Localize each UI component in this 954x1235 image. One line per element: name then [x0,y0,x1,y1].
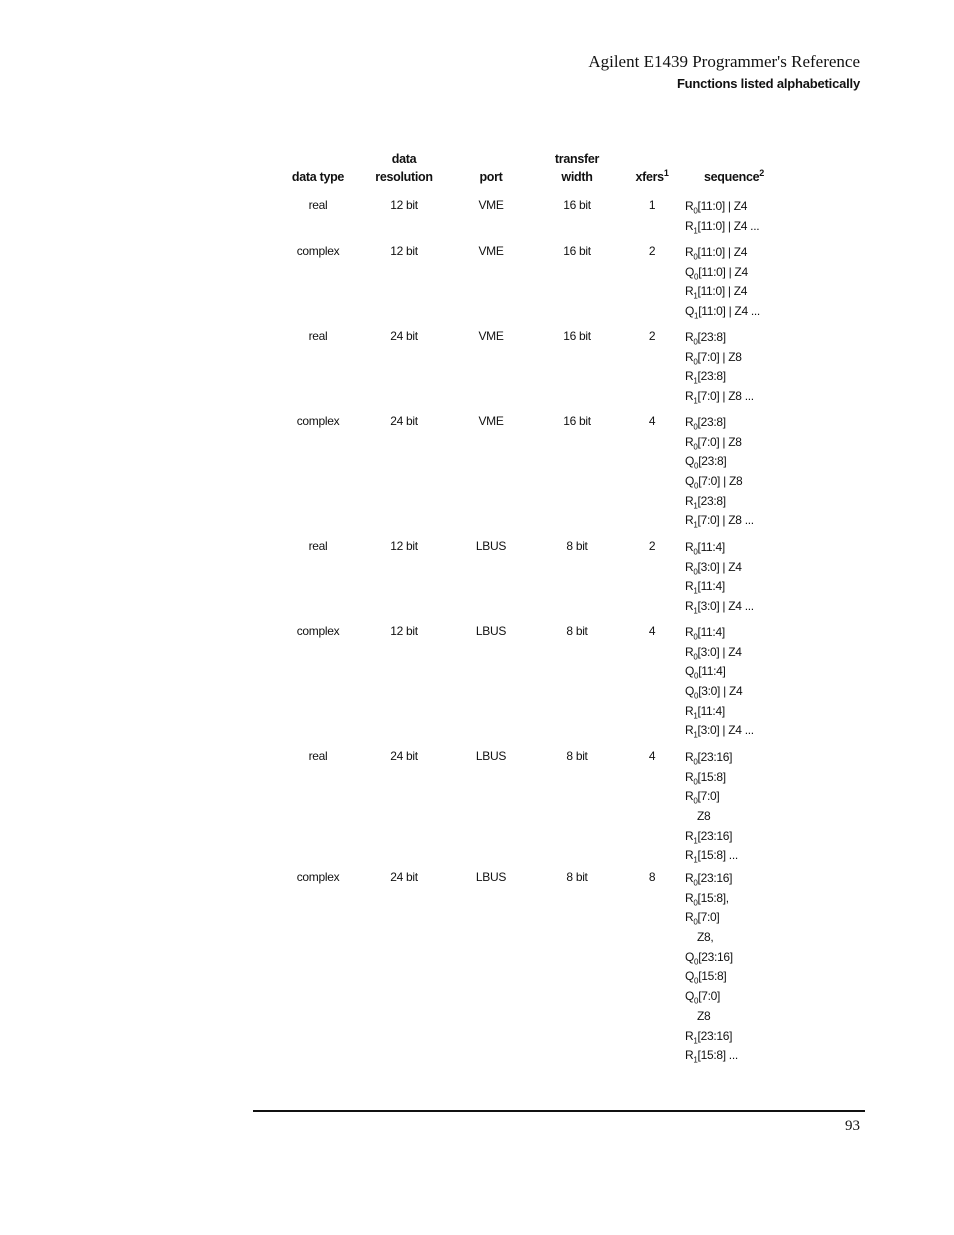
sequence-register: R [685,389,694,404]
sequence-sample-index: 0 [694,976,699,986]
sequence-line [685,768,825,788]
column-header-transfer-width-line1: transfer [554,152,600,166]
sequence-line [685,597,825,617]
sequence-bits: [23:8] [697,330,726,344]
sequence-bits: [7:0] | Z8 ... [697,389,754,404]
cell-sequence [685,623,825,741]
sequence-bits: [15:8] ... [697,1048,738,1063]
cell-xfers: 1 [648,198,656,212]
sequence-line [685,197,825,217]
sequence-register: Q [685,454,695,469]
sequence-sample-index: 0 [693,337,698,347]
sequence-line [685,367,825,387]
sequence-register: R [685,1028,694,1043]
column-header-port-label: port [479,170,503,184]
cell-sequence [685,869,825,1066]
sequence-register: R [685,1048,694,1063]
sequence-line [685,348,825,368]
sequence-bits: [23:16] [697,871,733,885]
sequence-bits: Z8, [697,930,714,945]
sequence-line [685,577,825,597]
cell-data-resolution: 12 bit [390,244,418,258]
sequence-sample-index: 1 [693,1055,698,1065]
sequence-line [685,217,825,237]
sequence-line [685,869,825,889]
sequence-sample-index: 1 [693,1035,698,1045]
column-header-data-resolution-line2: resolution [375,170,433,184]
sequence-bits: [23:8] [697,493,726,508]
sequence-line [685,1027,825,1047]
cell-data-type: complex [296,870,340,884]
cell-data-resolution: 12 bit [390,539,418,553]
document-title: Agilent E1439 Programmer's Reference [588,52,860,71]
sequence-line [685,492,825,512]
cell-xfers: 8 [648,870,656,884]
sequence-line [685,328,825,348]
sequence-line [685,452,825,472]
sequence-bits: [11:0] | Z4 [698,264,748,279]
sequence-sample-index: 0 [693,632,698,642]
sequence-sample-index: 1 [693,606,698,616]
sequence-sample-index: 0 [693,357,698,367]
sequence-sample-index: 0 [693,422,698,432]
section-subtitle: Functions listed alphabetically [676,76,860,91]
sequence-register: Q [685,989,695,1004]
sequence-bits: [23:16] [697,828,733,843]
cell-transfer-width: 16 bit [563,198,591,212]
sequence-bits: [15:8], [697,890,729,905]
sequence-sample-index: 1 [693,520,698,530]
sequence-line [685,662,825,682]
sequence-register: Q [685,664,695,679]
sequence-bits: [15:8] [698,969,727,984]
cell-port: LBUS [475,624,507,638]
sequence-bits: [15:8] [697,769,726,784]
sequence-bits: [23:8] [697,415,726,429]
sequence-bits: [11:0] | Z4 [697,284,748,299]
sequence-line [685,948,825,968]
sequence-line [685,967,825,987]
cell-port: LBUS [475,539,507,553]
sequence-line [685,511,825,531]
sequence-sample-index: 1 [694,311,699,321]
sequence-register: R [685,871,694,885]
sequence-register: R [685,579,694,594]
cell-data-resolution: 12 bit [390,624,418,638]
sequence-bits: [11:4] [698,664,726,679]
sequence-sample-index: 1 [693,586,698,596]
sequence-bits: [7:0] | Z8 [698,474,743,489]
sequence-sample-index: 0 [693,796,698,806]
sequence-sample-index: 1 [693,376,698,386]
footnote-marker-2: 2 [759,167,764,178]
sequence-sample-index: 0 [693,652,698,662]
sequence-bits: [11:0] | Z4 [697,199,748,213]
sequence-register: R [685,789,694,804]
column-header-data-type-label: data type [291,170,345,184]
sequence-bits: [7:0] [698,989,721,1004]
cell-transfer-width: 16 bit [563,244,591,258]
cell-transfer-width: 16 bit [563,414,591,428]
sequence-sample-index: 0 [693,567,698,577]
sequence-register: R [685,703,694,718]
sequence-sample-index: 0 [694,481,699,491]
sequence-register: R [685,434,694,449]
sequence-line [685,558,825,578]
sequence-line [685,846,825,866]
sequence-line [685,987,825,1007]
sequence-sample-index: 0 [693,898,698,908]
sequence-bits: [7:0] | Z8 ... [697,513,754,528]
sequence-bits: [11:4] [697,625,725,639]
cell-transfer-width: 16 bit [563,329,591,343]
cell-transfer-width: 8 bit [566,624,588,638]
cell-data-resolution: 24 bit [390,329,418,343]
sequence-sample-index: 1 [693,501,698,511]
sequence-bits: [11:4] [697,703,725,718]
cell-xfers: 2 [648,329,656,343]
sequence-sample-index: 0 [693,917,698,927]
sequence-bits: [7:0] [697,789,720,804]
cell-data-type: complex [296,414,340,428]
cell-data-resolution: 24 bit [390,414,418,428]
sequence-register: Q [685,264,695,279]
sequence-line [685,413,825,433]
sequence-line [685,928,825,948]
sequence-bits: [15:8] ... [697,848,738,863]
sequence-register: R [685,330,694,344]
sequence-sample-index: 1 [693,711,698,721]
cell-data-type: complex [296,624,340,638]
sequence-sample-index: 0 [694,996,699,1006]
sequence-line [685,721,825,741]
sequence-register: R [685,910,694,925]
sequence-register: R [685,415,694,429]
sequence-register: R [685,625,694,639]
sequence-sample-index: 0 [693,878,698,888]
sequence-sample-index: 0 [694,691,699,701]
sequence-line [685,1046,825,1066]
sequence-register: Q [685,949,695,964]
column-header-xfers-text: xfers [635,170,664,184]
sequence-bits: [3:0] | Z4 [697,559,742,574]
sequence-bits: [3:0] | Z4 ... [697,723,754,738]
sequence-line [685,263,825,283]
sequence-bits: [23:16] [697,750,733,764]
sequence-register: R [685,559,694,574]
sequence-register: R [685,828,694,843]
sequence-bits: [11:4] [697,579,725,594]
sequence-sample-index: 1 [693,855,698,865]
cell-data-type: real [308,749,328,763]
sequence-register: R [685,750,694,764]
sequence-sample-index: 1 [693,291,698,301]
sequence-register: R [685,218,694,233]
sequence-register: R [685,284,694,299]
sequence-sample-index: 0 [693,206,698,216]
column-header-data-resolution-line1: data [391,152,417,166]
sequence-sample-index: 1 [693,396,698,406]
cell-port: LBUS [475,870,507,884]
sequence-line [685,908,825,928]
sequence-bits: [11:0] | Z4 ... [698,304,760,319]
sequence-bits: [23:8] [697,369,726,384]
cell-sequence [685,538,825,617]
footer-rule [253,1110,865,1112]
cell-port: VME [478,198,504,212]
sequence-bits: [3:0] | Z4 ... [697,599,754,614]
sequence-register: Q [685,684,695,699]
sequence-line [685,702,825,722]
sequence-line [685,623,825,643]
sequence-sample-index: 1 [693,730,698,740]
sequence-line [685,472,825,492]
cell-data-type: real [308,329,328,343]
cell-port: VME [478,244,504,258]
sequence-register: Q [685,474,695,489]
sequence-line [685,1007,825,1027]
sequence-register: R [685,890,694,905]
sequence-register: R [685,245,694,259]
sequence-register: R [685,369,694,384]
sequence-bits: Z8 [697,809,711,824]
cell-sequence [685,197,825,236]
sequence-bits: [23:8] [698,454,727,469]
sequence-bits: [23:16] [697,1028,733,1043]
cell-data-type: real [308,198,328,212]
sequence-register: Q [685,304,695,319]
sequence-line [685,807,825,827]
sequence-bits: Z8 [697,1008,711,1023]
sequence-register: R [685,599,694,614]
sequence-bits: [7:0] | Z8 [697,434,742,449]
column-header-transfer-width-line2: width [561,170,593,184]
sequence-sample-index: 0 [693,757,698,767]
sequence-line [685,387,825,407]
sequence-sample-index: 1 [693,836,698,846]
sequence-bits: [7:0] [697,910,720,925]
cell-sequence [685,413,825,531]
sequence-register: R [685,349,694,364]
cell-data-type: real [308,539,328,553]
cell-sequence [685,748,825,866]
sequence-bits: [11:4] [697,540,725,554]
sequence-sample-index: 0 [694,461,699,471]
sequence-bits: [23:16] [698,949,733,964]
sequence-sample-index: 0 [694,671,699,681]
cell-data-resolution: 24 bit [390,870,418,884]
sequence-sample-index: 0 [694,272,699,282]
sequence-line [685,889,825,909]
cell-xfers: 4 [648,749,656,763]
cell-data-resolution: 24 bit [390,749,418,763]
sequence-sample-index: 0 [693,252,698,262]
sequence-line [685,282,825,302]
sequence-bits: [3:0] | Z4 [697,644,742,659]
sequence-bits: [7:0] | Z8 [697,349,742,364]
cell-port: VME [478,414,504,428]
sequence-register: R [685,723,694,738]
cell-xfers: 2 [648,539,656,553]
cell-xfers: 4 [648,414,656,428]
sequence-line [685,643,825,663]
sequence-register: R [685,644,694,659]
sequence-line [685,538,825,558]
sequence-line [685,243,825,263]
cell-sequence [685,328,825,407]
sequence-line [685,302,825,322]
cell-transfer-width: 8 bit [566,749,588,763]
sequence-register: R [685,769,694,784]
sequence-line [685,682,825,702]
cell-xfers: 4 [648,624,656,638]
sequence-line [685,827,825,847]
cell-port: LBUS [475,749,507,763]
sequence-sample-index: 0 [693,777,698,787]
sequence-sample-index: 1 [693,226,698,236]
sequence-sample-index: 0 [693,442,698,452]
cell-transfer-width: 8 bit [566,539,588,553]
cell-sequence [685,243,825,322]
footnote-marker-1: 1 [663,167,669,178]
sequence-register: R [685,540,694,554]
page-number: 93 [845,1118,860,1134]
sequence-line [685,787,825,807]
sequence-bits: [3:0] | Z4 [698,684,743,699]
sequence-bits: [11:0] | Z4 [697,245,748,259]
sequence-bits: [11:0] | Z4 ... [697,218,760,233]
sequence-line [685,433,825,453]
cell-xfers: 2 [648,244,656,258]
cell-port: VME [478,329,504,343]
column-header-sequence-text: sequence [704,170,760,184]
cell-data-type: complex [296,244,340,258]
cell-transfer-width: 8 bit [566,870,588,884]
sequence-sample-index: 0 [693,547,698,557]
sequence-line [685,748,825,768]
sequence-register: R [685,513,694,528]
cell-data-resolution: 12 bit [390,198,418,212]
sequence-sample-index: 0 [694,957,699,967]
sequence-register: Q [685,969,695,984]
sequence-register: R [685,199,694,213]
sequence-register: R [685,848,694,863]
sequence-register: R [685,493,694,508]
